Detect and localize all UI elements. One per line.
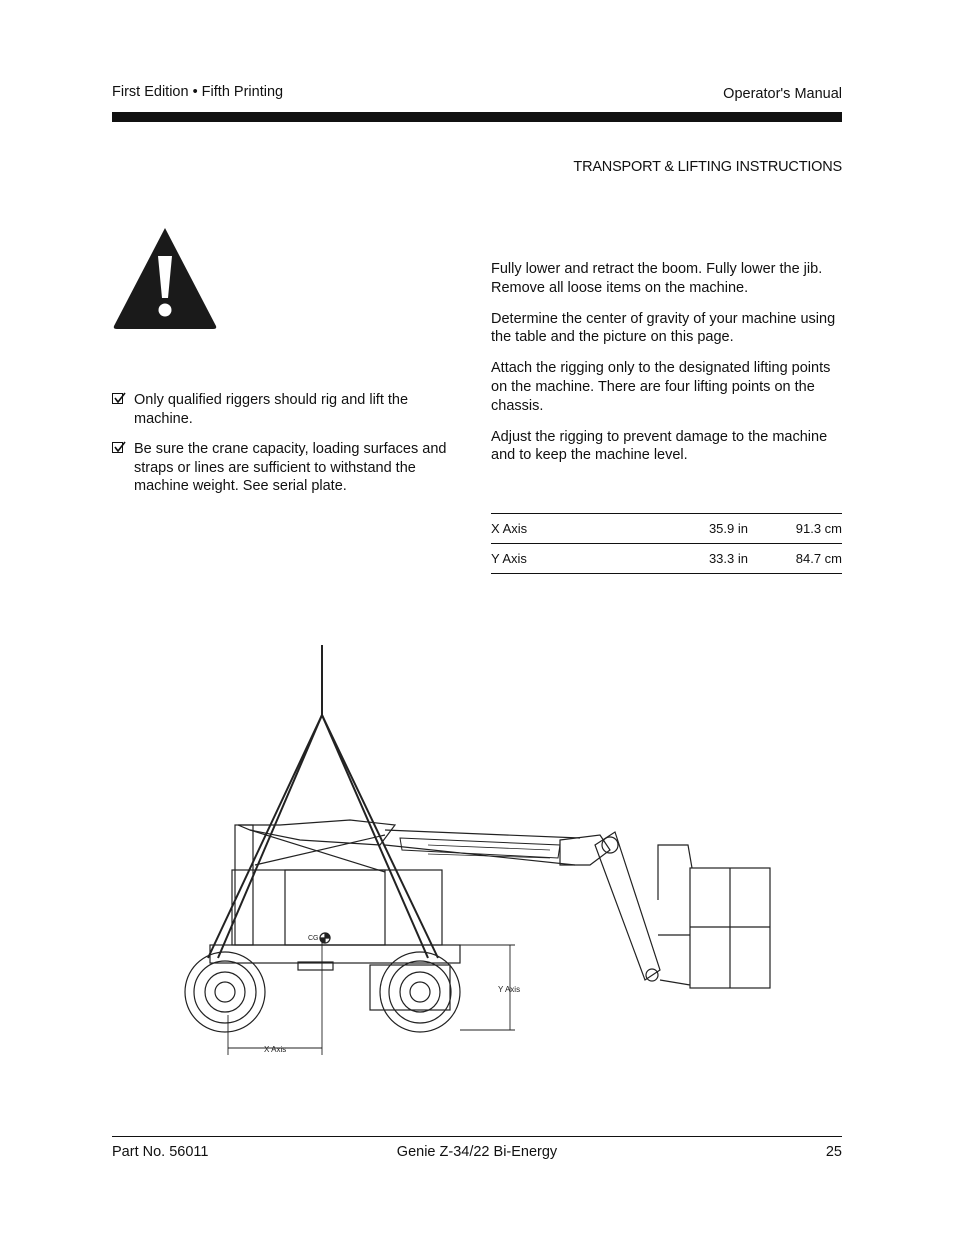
machine-boom xyxy=(238,820,660,981)
cg-label: CG xyxy=(308,935,319,942)
center-of-gravity-table xyxy=(491,513,842,574)
table-row xyxy=(491,514,842,544)
header-rule xyxy=(112,112,842,122)
cm-cell: 91.3 cm xyxy=(795,521,842,536)
cm-cell: 84.7 cm xyxy=(795,551,842,566)
warning-triangle-icon xyxy=(112,226,218,330)
checkbox-checked-icon xyxy=(112,442,123,453)
axis-cell: Y Axis xyxy=(491,551,527,566)
safety-check-item xyxy=(112,391,447,428)
safety-check-text: Be sure the crane capacity, loading surfaces and straps or lines are sufficient to withstand the machine weight. See serial plate. xyxy=(134,441,447,495)
axis-cell: X Axis xyxy=(491,521,528,536)
footer-rule xyxy=(112,1136,842,1137)
safety-checklist xyxy=(112,391,447,508)
checkbox-checked-icon xyxy=(112,393,123,404)
instruction-paragraph: Adjust the rigging to prevent damage to the machine and to keep the machine level. xyxy=(491,428,828,464)
footer-page-number: 25 xyxy=(825,1144,842,1160)
center-of-gravity-marker xyxy=(320,933,330,943)
boom-lift-rigging-diagram xyxy=(180,640,780,1060)
instruction-paragraph: Attach the rigging only to the designated lifting points on the machine. There are four lifting points on the chassis. xyxy=(491,360,831,414)
y-axis-label: Y Axis xyxy=(498,985,521,994)
instruction-paragraph: Fully lower and retract the boom. Fully lower the jib. Remove all loose items on the machine. xyxy=(491,261,823,296)
inches-cell: 33.3 in xyxy=(708,551,748,566)
footer-model-name: Genie Z-34/22 Bi-Energy xyxy=(396,1144,558,1160)
footer-part-number: Part No. 56011 xyxy=(112,1144,209,1160)
work-platform xyxy=(658,845,770,988)
lifting-instructions xyxy=(491,260,843,477)
rigging-slings xyxy=(208,645,438,958)
x-axis-label: X Axis xyxy=(264,1045,287,1054)
instruction-paragraph: Determine the center of gravity of your machine using the table and the picture on this page. xyxy=(491,310,836,346)
table-row xyxy=(491,544,842,574)
x-axis-dimension xyxy=(228,942,322,1055)
section-title: TRANSPORT & LIFTING INSTRUCTIONS xyxy=(573,159,842,175)
header-manual-title: Operator's Manual xyxy=(723,86,842,102)
header-edition: First Edition • Fifth Printing xyxy=(112,84,284,100)
safety-check-item xyxy=(112,440,447,496)
inches-cell: 35.9 in xyxy=(708,521,748,536)
y-axis-dimension xyxy=(330,945,515,1030)
safety-check-text: Only qualified riggers should rig and lift the machine. xyxy=(134,392,409,427)
